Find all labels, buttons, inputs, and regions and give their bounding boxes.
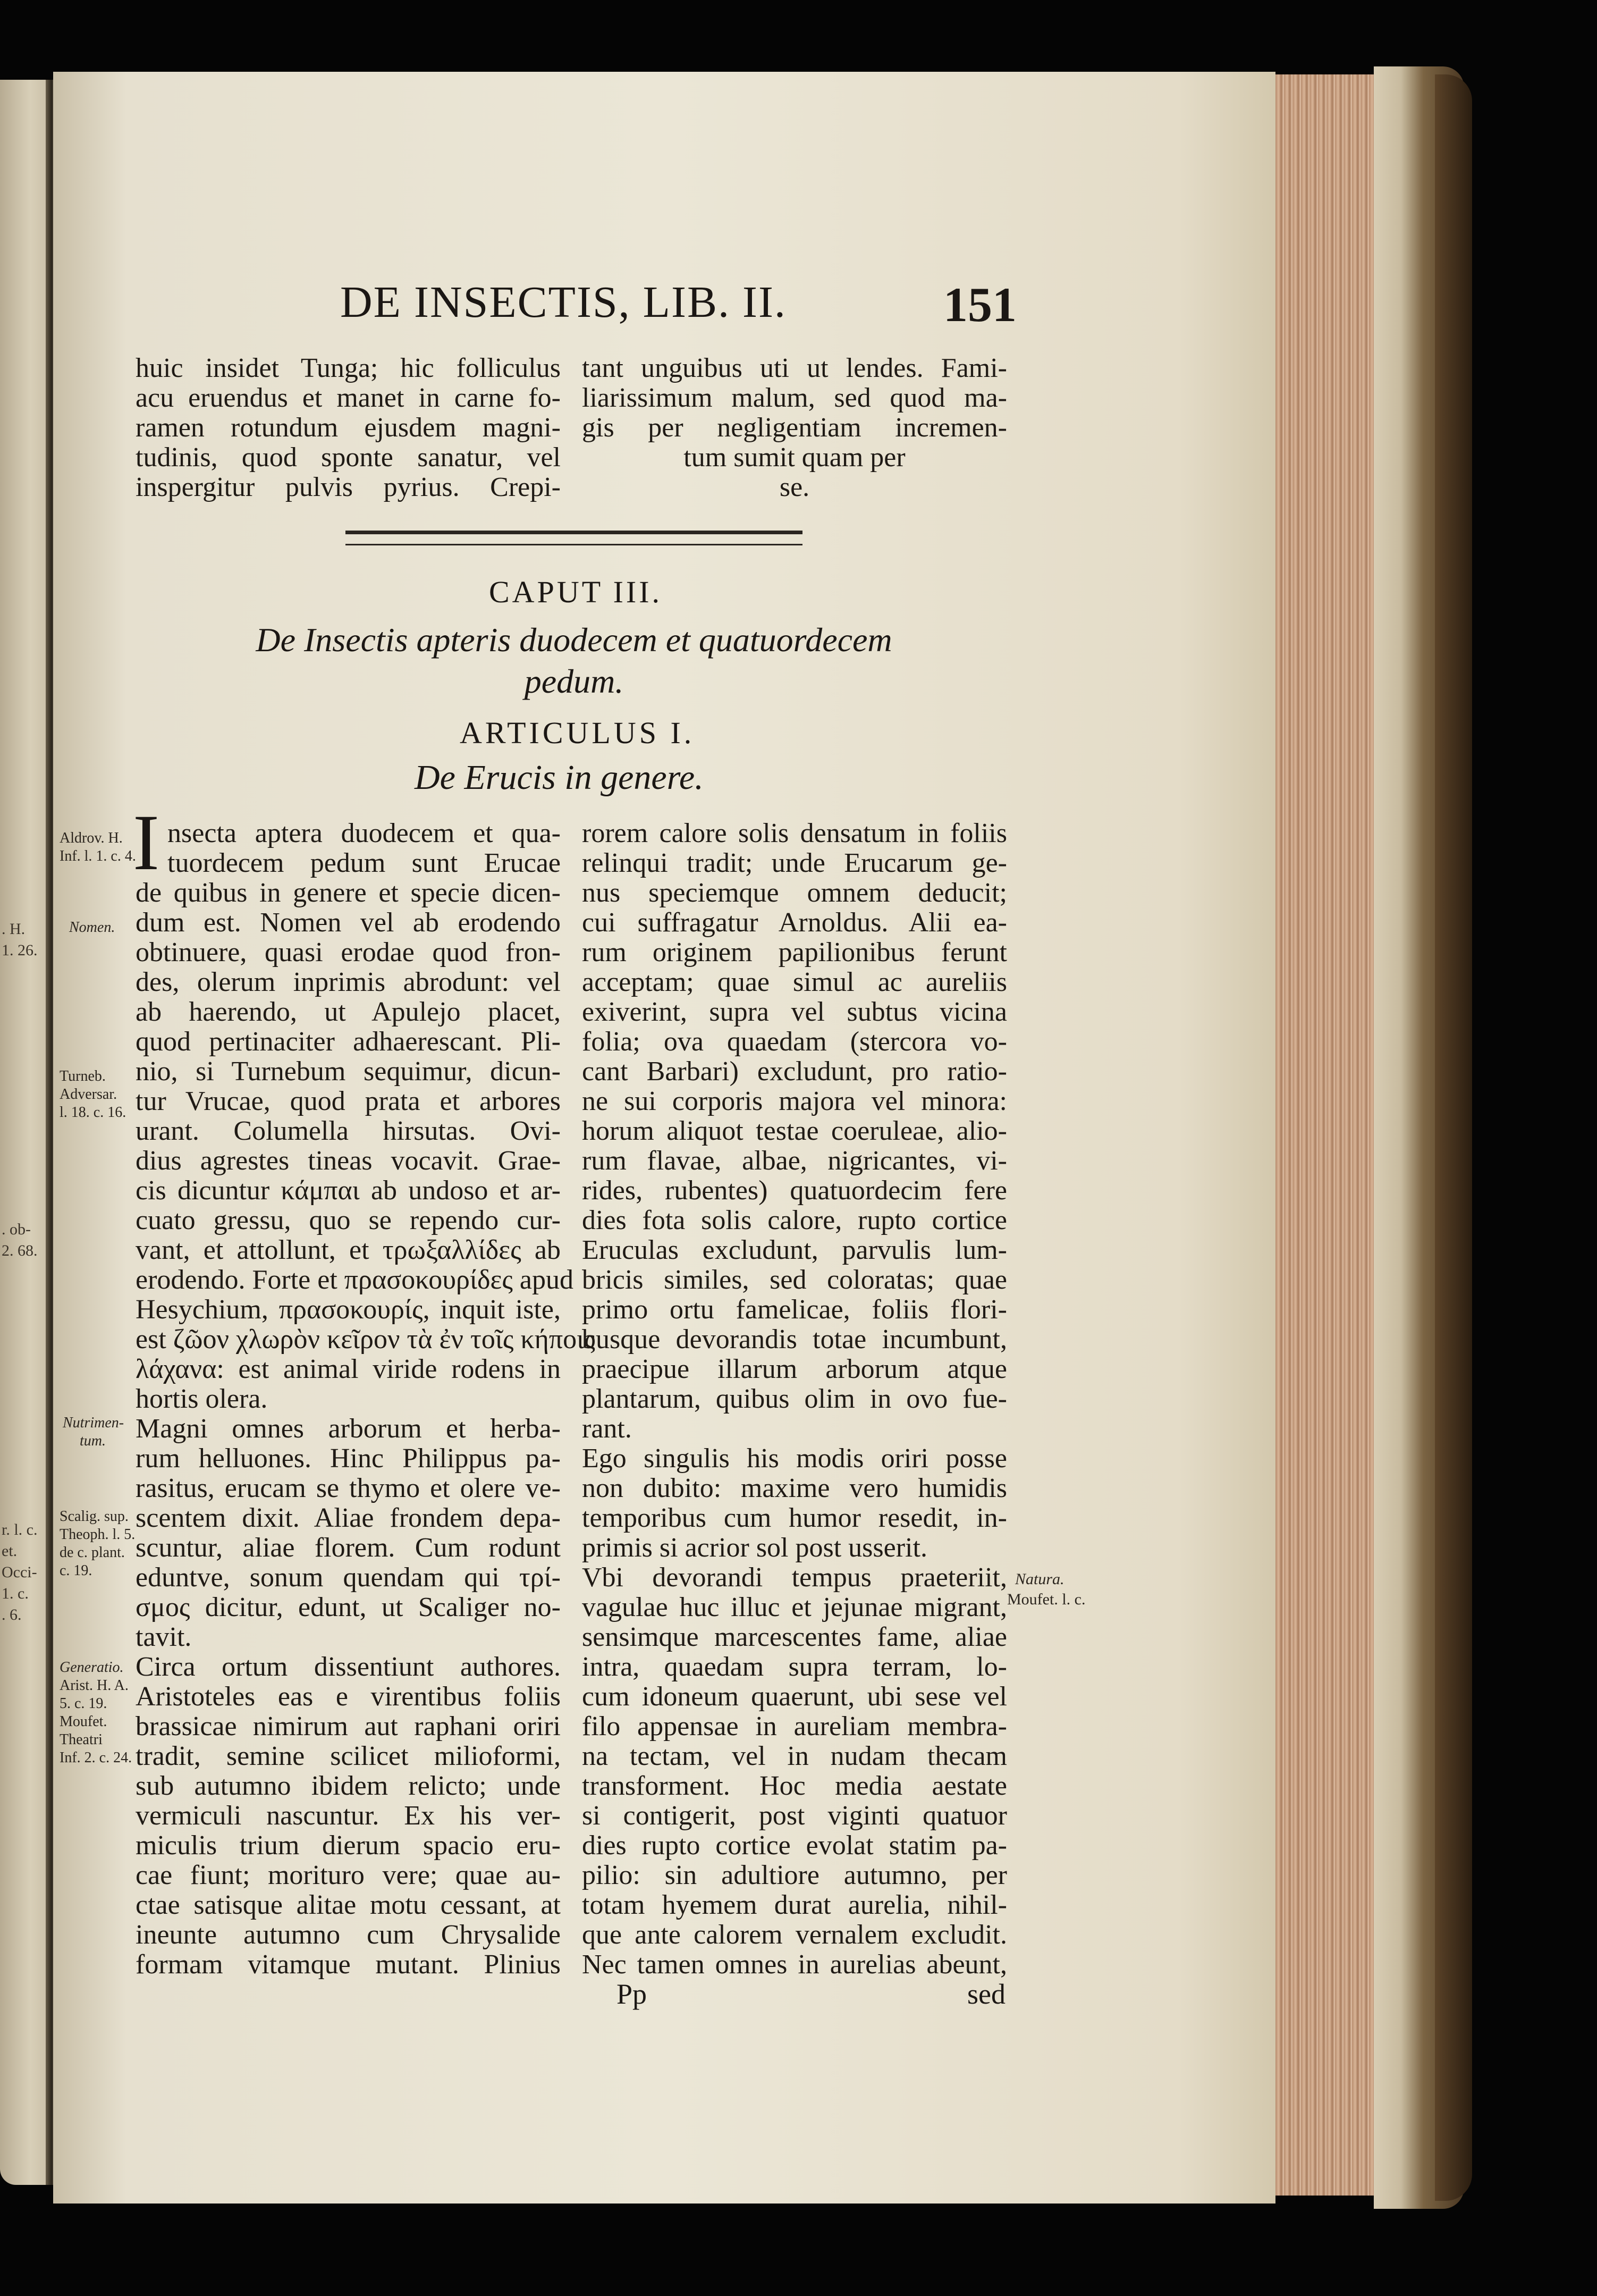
text-line: Hesychium, πρασοκουρίς, inquit iste, — [136, 1294, 561, 1325]
margin-note: Scalig. sup. — [60, 1508, 129, 1525]
margin-note: tum. — [80, 1433, 106, 1449]
text-line: cae fiunt; morituro vere; quae au- — [136, 1860, 561, 1890]
text-line: Nec tamen omnes in aurelias abeunt, — [582, 1949, 1007, 1980]
margin-note: Nomen. — [69, 919, 115, 936]
top-left-column — [136, 354, 561, 502]
text-line: scentem dixit. Aliae frondem depa- — [136, 1503, 561, 1533]
text-line: busque devorandis totae incumbunt, — [582, 1324, 1007, 1355]
left-page-fragment: . ob- — [2, 1221, 31, 1238]
catchword: sed — [967, 1978, 1005, 2010]
text-line: vermiculi nascuntur. Ex his ver- — [136, 1801, 561, 1831]
text-line: rorem calore solis densatum in foliis — [582, 818, 1007, 848]
text-line: ab haerendo, ut Apulejo placet, — [136, 997, 561, 1027]
text-line: relinqui tradit; unde Erucarum ge- — [582, 848, 1007, 878]
margin-note: Moufet. — [60, 1713, 107, 1730]
text-line: tur Vrucae, quod prata et arbores — [136, 1086, 561, 1116]
text-line: primis si acrior sol post usserit. — [582, 1533, 927, 1563]
text-line: tuordecem pedum sunt Erucae — [167, 848, 561, 878]
text-line: primo ortu famelicae, foliis flori- — [582, 1294, 1007, 1325]
text-line: eduntve, sonum quendam qui τρί- — [136, 1562, 561, 1593]
text-line: que ante calorem vernalem excludit. — [582, 1920, 1007, 1950]
left-page-fragment: . 6. — [2, 1606, 22, 1624]
text-line: de quibus in genere et specie dicen- — [136, 878, 561, 908]
text-line: des, olerum inprimis abrodunt: vel — [136, 967, 561, 997]
text-line: vant, et attollunt, et τρωξαλλίδες ab — [136, 1235, 561, 1265]
margin-note: l. 18. c. 16. — [60, 1104, 126, 1121]
margin-note: Adversar. — [60, 1086, 117, 1103]
margin-note: Theoph. l. 5. — [60, 1526, 136, 1543]
text-line: rum originem papilionibus ferunt — [582, 937, 1007, 968]
signature-mark: Pp — [616, 1978, 647, 2010]
text-line: sub autumno ibidem relicto; unde — [136, 1771, 561, 1801]
margin-note: Arist. H. A. — [60, 1677, 129, 1694]
text-line: pilio: sin adultiore autumno, per — [582, 1860, 1007, 1890]
margin-note: Turneb. — [60, 1068, 106, 1084]
text-line: λάχανα: est animal viride rodens in — [136, 1354, 561, 1384]
left-page-fragment: . H. — [2, 920, 26, 938]
margin-note: Inf. 2. c. 24. — [60, 1750, 132, 1766]
text-line: tavit. — [136, 1622, 192, 1652]
margin-note: de c. plant. — [60, 1544, 125, 1561]
text-line: rum flavae, albae, nigricantes, vi- — [582, 1146, 1007, 1176]
text-line: totam hyemem durat aurelia, nihil- — [582, 1890, 1007, 1920]
margin-note: Aldrov. H. — [60, 830, 123, 846]
text-line: erodendo. Forte et πρασοκουρίδες apud — [136, 1265, 574, 1295]
text-line: ineunte autumno cum Chrysalide — [136, 1920, 561, 1950]
main-left-column — [136, 818, 595, 1980]
text-line: intra, quaedam supra terram, lo- — [582, 1652, 1007, 1682]
text-line: rum helluones. Hinc Philippus pa- — [136, 1443, 561, 1474]
text-line: bricis similes, sed coloratas; quae — [582, 1265, 1007, 1295]
article-heading: ARTICULUS I. — [460, 716, 695, 750]
text-line: tant unguibus uti ut lendes. Fami- — [582, 353, 1007, 383]
text-line: horum aliquot testae coeruleae, alio- — [582, 1116, 1007, 1146]
text-line: Circa ortum dissentiunt authores. — [136, 1652, 561, 1682]
left-page-fragment: 1. c. — [2, 1585, 29, 1602]
text-line: tudinis, quod sponte sanatur, vel — [136, 442, 561, 473]
text-line: ramen rotundum ejusdem magni- — [136, 413, 561, 443]
text-line: transforment. Hoc media aestate — [582, 1771, 1007, 1801]
text-line: σμος dicitur, edunt, ut Scaliger no- — [136, 1592, 561, 1622]
text-line: acu eruendus et manet in carne fo- — [136, 383, 561, 413]
text-line: quod pertinaciter adhaerescant. Pli- — [136, 1027, 561, 1057]
text-line: na tectam, vel in nudam thecam — [582, 1741, 1007, 1771]
text-line: cum idoneum quaerunt, ubi sese vel — [582, 1681, 1007, 1712]
text-line: nsecta aptera duodecem et qua- — [167, 818, 561, 848]
top-right-column — [582, 354, 1007, 502]
text-line: inspergitur pulvis pyrius. Crepi- — [136, 472, 561, 502]
text-line: exiverint, supra vel subtus vicina — [582, 997, 1007, 1027]
margin-note: Inf. l. 1. c. 4. — [60, 848, 136, 864]
text-line: urant. Columella hirsutas. Ovi- — [136, 1116, 561, 1146]
text-line: sensimque marcescentes fame, aliae — [582, 1622, 1007, 1652]
text-line: dies rupto cortice evolat statim pa- — [582, 1830, 1007, 1861]
text-line: est ζῶον χλωρὸν κεῖρον τὰ ἐν τοῖς κήποις — [136, 1324, 595, 1355]
left-page-fragment: r. l. c. — [2, 1521, 38, 1538]
text-line: rides, rubentes) quatuordecim fere — [582, 1175, 1007, 1206]
text-line: acceptam; quae simul ac aureliis — [582, 967, 1007, 997]
text-line: si contigerit, post viginti quatuor — [582, 1801, 1007, 1831]
left-page-fragment: Occi- — [2, 1563, 37, 1581]
text-line: Aristoteles eas e virentibus foliis — [136, 1681, 561, 1712]
text-line: liarissimum malum, sed quod ma- — [582, 383, 1007, 413]
text-line: filo appensae in aureliam membra- — [582, 1711, 1007, 1742]
text-line: gis per negligentiam incremen- — [582, 413, 1007, 443]
text-line: cis dicuntur κάμπαι ab undoso et ar- — [136, 1175, 561, 1206]
text-line: formam vitamque mutant. Plinius — [136, 1949, 561, 1980]
margin-note: c. 19. — [60, 1562, 92, 1579]
text-line: Eruculas excludunt, parvulis lum- — [582, 1235, 1007, 1265]
left-page-fragment: et. — [2, 1542, 18, 1560]
text-line: brassicae nimirum aut raphani oriri — [136, 1711, 561, 1742]
text-line: Vbi devorandi tempus praeteriit, — [582, 1562, 1007, 1593]
text-line: cuato gressu, quo se rependo cur- — [136, 1205, 561, 1235]
margin-note: Moufet. l. c. — [1007, 1591, 1086, 1608]
text-line: folia; ova quaedam (stercora vo- — [582, 1027, 1007, 1057]
text-line: rant. — [582, 1414, 632, 1444]
text-line: nio, si Turnebum sequimur, dicun- — [136, 1056, 561, 1087]
text-line: rasitus, erucam se thymo et olere ve- — [136, 1473, 561, 1503]
text-line: Ego singulis his modis oriri posse — [582, 1443, 1007, 1474]
text-line: dius agrestes tineas vocavit. Grae- — [136, 1146, 561, 1176]
text-line: praecipue illarum arborum atque — [582, 1354, 1007, 1384]
main-right-column — [582, 819, 1007, 1980]
text-line: ctae satisque alitae motu cessant, at — [136, 1890, 561, 1920]
margin-note: Theatri — [60, 1731, 103, 1748]
text-line: temporibus cum humor resedit, in- — [582, 1503, 1007, 1533]
text-line: se. — [779, 472, 810, 502]
text-line: dum est. Nomen vel ab erodendo — [136, 907, 561, 938]
text-line: huic insidet Tunga; hic folliculus — [136, 353, 561, 383]
text-line: nus speciemque omnem deducit; — [582, 878, 1007, 908]
running-head: DE INSECTIS, LIB. II. — [340, 277, 787, 327]
text-line: dies fota solis calore, rupto cortice — [582, 1205, 1007, 1235]
left-page-fragment: 2. 68. — [2, 1242, 38, 1259]
page-number: 151 — [943, 277, 1017, 332]
drop-cap: I — [133, 798, 159, 887]
cover-board — [1435, 74, 1472, 2201]
chapter-title: De Insectis apteris duodecem et quatuordecem pedum. — [256, 621, 892, 700]
text-line: obtinuere, quasi erodae quod fron- — [136, 937, 561, 968]
margin-note: Generatio. — [60, 1659, 124, 1676]
text-line: miculis trium dierum spacio eru- — [136, 1830, 561, 1861]
text-line: ne sui corporis majora vel minora: — [582, 1086, 1007, 1116]
text-line: plantarum, quibus olim in ovo fue- — [582, 1384, 1007, 1414]
text-line: Magni omnes arborum et herba- — [136, 1414, 561, 1444]
text-line: cui suffragatur Arnoldus. Alii ea- — [582, 907, 1007, 938]
text-line: tum sumit quam per — [683, 442, 906, 473]
left-page-edge — [0, 80, 50, 2185]
text-line: vagulae huc illuc et jejunae migrant, — [582, 1592, 1007, 1622]
margin-note: 5. c. 19. — [60, 1695, 107, 1712]
text-line: hortis olera. — [136, 1384, 268, 1414]
margin-note: Nutrimen- — [63, 1415, 124, 1431]
left-page-fragment: 1. 26. — [2, 941, 38, 959]
text-line: tradit, semine scilicet milioformi, — [136, 1741, 561, 1771]
text-line: cant Barbari) excludunt, pro ratio- — [582, 1056, 1007, 1087]
margin-note: Natura. — [1015, 1570, 1064, 1588]
section-rule — [345, 531, 802, 545]
text-line: non dubito: maxime vero humidis — [582, 1473, 1007, 1503]
page-block-edge — [1275, 74, 1374, 2196]
chapter-heading: CAPUT III. — [489, 575, 663, 609]
text-line: scuntur, aliae florem. Cum rodunt — [136, 1533, 561, 1563]
article-title: De Erucis in genere. — [415, 758, 704, 797]
